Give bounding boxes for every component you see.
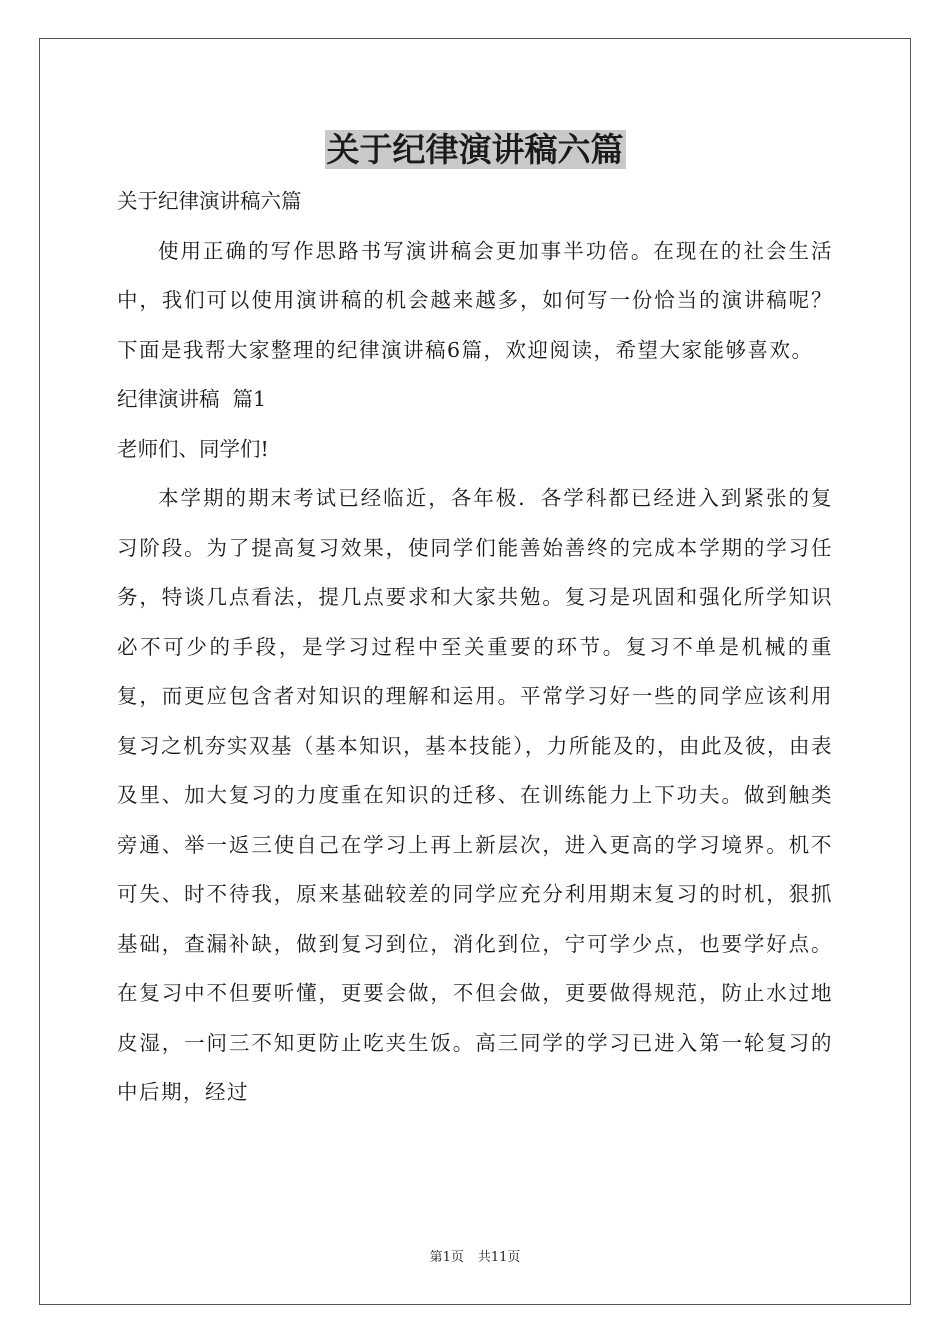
page-total: 共11页 [477, 1250, 521, 1265]
body-paragraph: 本学期的期末考试已经临近，各年极．各学科都已经进入到紧张的复习阶段。为了提高复习效果，使同学们能善始善终的完成本学期的学习任务，特谈几点看法，提几点要求和大家共勉。复习是巩固和强化所学知识必不可少的手段，是学习过程中至关重要的环节。复习不单是机械的重复，而更应包含者对知识的理解和运用。平常学习好一些的同学应该利用复习之机夯实双基（基本知识，基本技能），力所能及的，由此及彼，由表及里、加大复习的力度重在知识的迁移、在训练能力上下功夫。做到触类旁通、举一返三使自己在学习上再上新层次，进入更高的学习境界。机不可失、时不待我，原来基础较差的同学应充分利用期末复习的时机，狠抓基础，查漏补缺，做到复习到位，消化到位，宁可学少点，也要学好点。在复习中不但要听懂，更要会做，不但会做，更要做得规范，防止水过地皮湿，一问三不知更防止吃夹生饭。高三同学的学习已进入第一轮复习的中后期，经过 [117, 486, 833, 1104]
document-title-text: 关于纪律演讲稿六篇 [326, 130, 624, 169]
page-number: 第1页 [429, 1250, 464, 1265]
greeting-line: 老师们、同学们! [117, 436, 269, 461]
page-footer [0, 1246, 950, 1265]
document-title [0, 126, 950, 174]
subtitle-line: 关于纪律演讲稿六篇 [117, 189, 302, 213]
intro-paragraph: 使用正确的写作思路书写演讲稿会更加事半功倍。在现在的社会生活中，我们可以使用演讲稿的机会越来越多，如何写一份恰当的演讲稿呢？下面是我帮大家整理的纪律演讲稿6篇，欢迎阅读，希望大家能够喜欢。 [117, 238, 833, 362]
section-heading: 纪律演讲稿 篇1 [117, 387, 267, 411]
document-body [117, 177, 833, 1118]
